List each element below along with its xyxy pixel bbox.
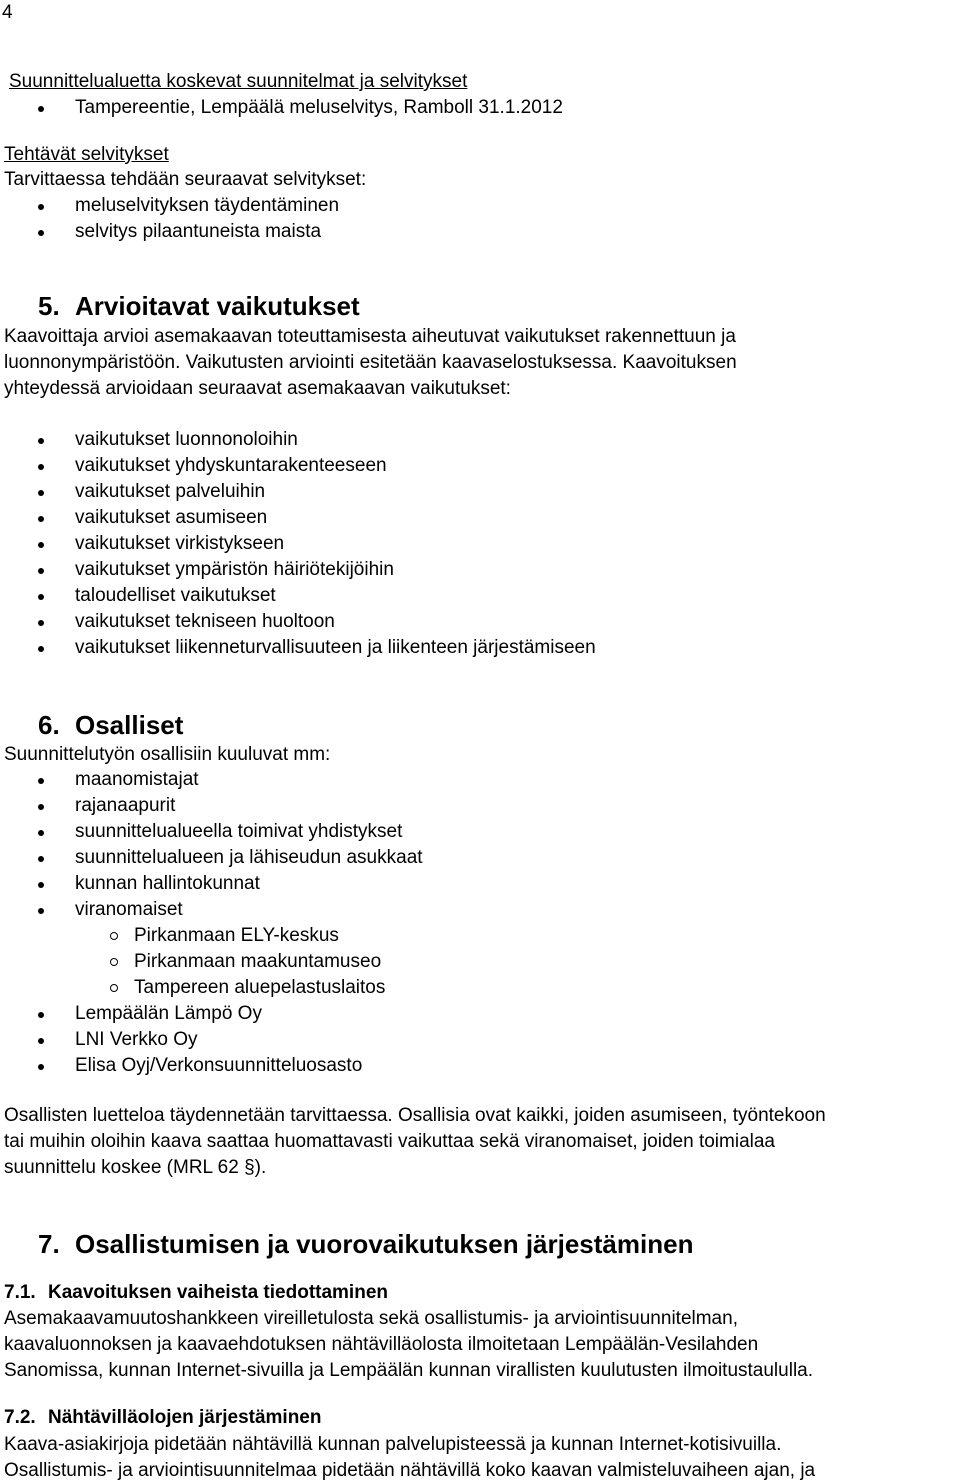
subsection-7-2-text: Osallistumis- ja arviointisuunnitelmaa pidetään nähtävillä koko kaavan valmisteluvaiheen ajan, ja <box>4 1460 816 1481</box>
circle-bullet-icon <box>110 984 118 992</box>
party-item: Elisa Oyj/Verkonsuunnitteluosasto <box>75 1055 363 1076</box>
section-7-title: Osallistumisen ja vuorovaikutuksen järjestäminen <box>75 1229 694 1259</box>
section-5-text: yhteydessä arvioidaan seuraavat asemakaavan vaikutukset: <box>4 378 511 399</box>
party-item: viranomaiset <box>75 899 183 920</box>
party-item: suunnittelualueella toimivat yhdistykset <box>75 821 403 842</box>
tasks-item: meluselvityksen täydentäminen <box>75 195 340 216</box>
plans-item: Tampereentie, Lempäälä meluselvitys, Ramboll 31.1.2012 <box>75 97 563 118</box>
page-number: 4 <box>2 2 13 23</box>
subsection-7-1-text: kaavaluonnoksen ja kaavaehdotuksen nähtävilläolosta ilmoitetaan Lempäälän-Vesilahden <box>4 1334 759 1355</box>
party-item: suunnittelualueen ja lähiseudun asukkaat <box>75 847 423 868</box>
bullet-icon <box>38 1012 44 1018</box>
party-item: kunnan hallintokunnat <box>75 873 260 894</box>
subsection-7-2-text: Kaava-asiakirjoja pidetään nähtävillä kunnan palvelupisteessä ja kunnan Internet-kotisivuilla. <box>4 1434 782 1455</box>
party-item: LNI Verkko Oy <box>75 1029 198 1050</box>
bullet-icon <box>38 908 44 914</box>
party-item: maanomistajat <box>75 769 199 790</box>
bullet-icon <box>38 438 44 444</box>
party-item: rajanaapurit <box>75 795 176 816</box>
subsection-7-1-text: Sanomissa, kunnan Internet-sivuilla ja Lempäälän kunnan virallisten kuulutusten ilmoitustaululla. <box>4 1360 814 1381</box>
subsection-7-2-number: 7.2. <box>4 1407 36 1428</box>
section-6-closing: suunnittelu koskee (MRL 62 §). <box>4 1157 267 1178</box>
impact-item: vaikutukset ympäristön häiriötekijöihin <box>75 559 394 580</box>
authority-item: Pirkanmaan ELY-keskus <box>134 925 339 946</box>
tasks-heading: Tehtävät selvitykset <box>4 144 169 165</box>
bullet-icon <box>38 516 44 522</box>
subsection-7-1-title: Kaavoituksen vaiheista tiedottaminen <box>48 1282 388 1303</box>
impact-item: taloudelliset vaikutukset <box>75 585 276 606</box>
section-6-intro: Suunnittelutyön osallisiin kuuluvat mm: <box>4 744 331 765</box>
bullet-icon <box>38 594 44 600</box>
bullet-icon <box>38 778 44 784</box>
plans-heading: Suunnittelualuetta koskevat suunnitelmat ja selvitykset <box>9 71 468 92</box>
bullet-icon <box>38 464 44 470</box>
bullet-icon <box>38 230 44 236</box>
bullet-icon <box>38 830 44 836</box>
party-item: Lempäälän Lämpö Oy <box>75 1003 262 1024</box>
tasks-intro: Tarvittaessa tehdään seuraavat selvitykset: <box>4 169 367 190</box>
section-5-number: 5. <box>38 291 60 321</box>
impact-item: vaikutukset tekniseen huoltoon <box>75 611 335 632</box>
authority-item: Tampereen aluepelastuslaitos <box>134 977 386 998</box>
bullet-icon <box>38 856 44 862</box>
impact-item: vaikutukset asumiseen <box>75 507 268 528</box>
subsection-7-1-number: 7.1. <box>4 1282 36 1303</box>
bullet-icon <box>38 646 44 652</box>
circle-bullet-icon <box>110 932 118 940</box>
bullet-icon <box>38 542 44 548</box>
section-5-text: Kaavoittaja arvioi asemakaavan toteuttamisesta aiheutuvat vaikutukset rakennettuun ja <box>4 326 736 347</box>
subsection-7-2-title: Nähtävilläolojen järjestäminen <box>48 1407 322 1428</box>
impact-item: vaikutukset liikenneturvallisuuteen ja liikenteen järjestämiseen <box>75 637 596 658</box>
section-6-closing: tai muihin oloihin kaava saattaa huomattavasti vaikuttaa sekä viranomaiset, joiden toimialaa <box>4 1131 775 1152</box>
bullet-icon <box>38 804 44 810</box>
section-7-number: 7. <box>38 1229 60 1259</box>
bullet-icon <box>38 490 44 496</box>
impact-item: vaikutukset luonnonoloihin <box>75 429 298 450</box>
bullet-icon <box>38 204 44 210</box>
bullet-icon <box>38 568 44 574</box>
section-5-title: Arvioitavat vaikutukset <box>75 291 360 321</box>
section-6-title: Osalliset <box>75 710 184 740</box>
bullet-icon <box>38 1038 44 1044</box>
subsection-7-1-text: Asemakaavamuutoshankkeen vireilletulosta sekä osallistumis- ja arviointisuunnitelman, <box>4 1308 738 1329</box>
section-6-number: 6. <box>38 710 60 740</box>
section-6-closing: Osallisten luetteloa täydennetään tarvittaessa. Osallisia ovat kaikki, joiden asumiseen, työntekoon <box>4 1105 826 1126</box>
impact-item: vaikutukset virkistykseen <box>75 533 285 554</box>
bullet-icon <box>38 620 44 626</box>
section-5-text: luonnonympäristöön. Vaikutusten arviointi esitetään kaavaselostuksessa. Kaavoituksen <box>4 352 737 373</box>
bullet-icon <box>38 106 44 112</box>
circle-bullet-icon <box>110 958 118 966</box>
impact-item: vaikutukset yhdyskuntarakenteeseen <box>75 455 387 476</box>
bullet-icon <box>38 1064 44 1070</box>
tasks-item: selvitys pilaantuneista maista <box>75 221 322 242</box>
impact-item: vaikutukset palveluihin <box>75 481 266 502</box>
authority-item: Pirkanmaan maakuntamuseo <box>134 951 382 972</box>
bullet-icon <box>38 882 44 888</box>
